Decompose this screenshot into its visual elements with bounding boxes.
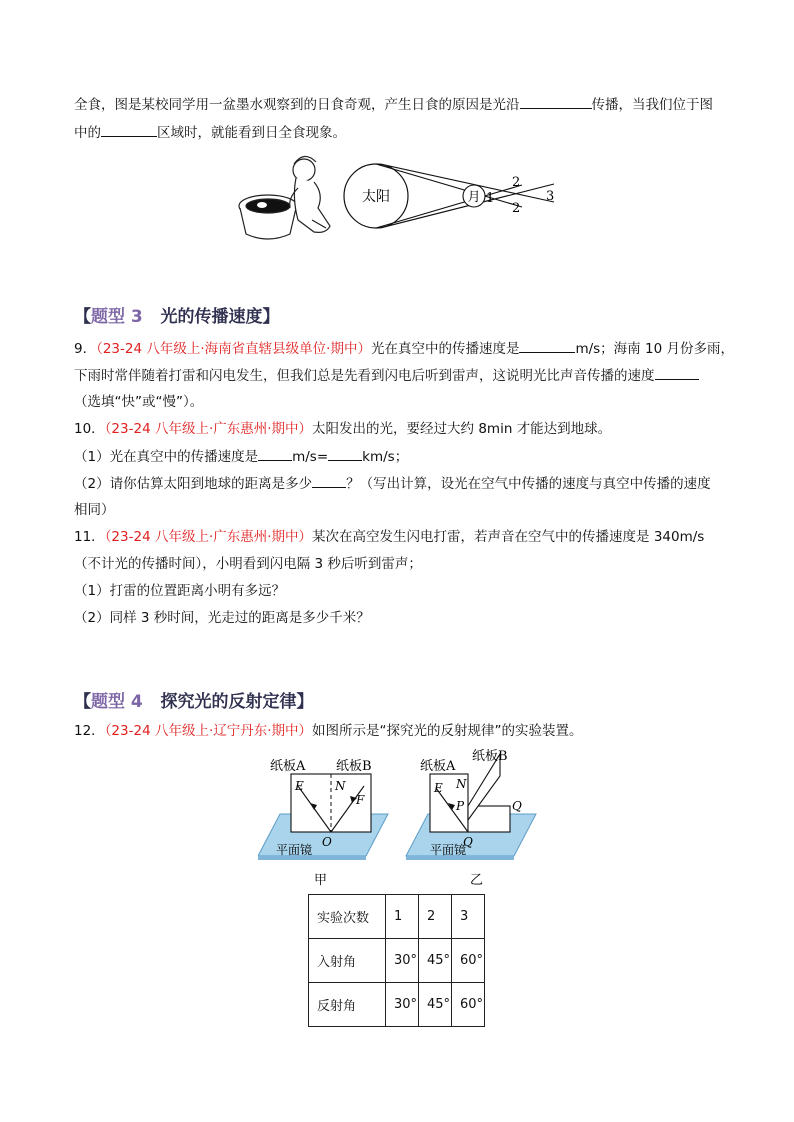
answer-blank [519, 338, 575, 353]
section-4-heading: 【题型 4 探究光的反射定律】 [74, 692, 314, 712]
table-cell: 30° [386, 983, 419, 1027]
answer-blank [328, 446, 362, 461]
table-cell: 反射角 [309, 983, 386, 1027]
question-11-part-1: （1）打雷的位置距离小明有多远？ [74, 583, 286, 599]
intro-text: 全食，图是某校同学用一盆墨水观察到的日食奇观，产生日食的原因是光沿 [74, 97, 520, 113]
answer-blank [312, 473, 346, 488]
question-10-part-2: （2）请你估算太阳到地球的距离是多少 ？（写出计算，设光在空气中传播的速度与真空中传播的速度 [74, 473, 711, 494]
reflection-figure [258, 748, 558, 888]
sun-label: 太阳 [362, 189, 390, 205]
question-11-line-2: （不计光的传播时间），小明看到闪电隔 3 秒后听到雷声； [74, 556, 422, 572]
reflection-figure-yi [406, 748, 536, 888]
mirror-label: 平面镜 [430, 843, 467, 857]
board-a-label: 纸板A [420, 759, 456, 774]
point-e-label: E [295, 779, 304, 793]
question-11-part-2: （2）同样 3 秒时间，光走过的距离是多少千米？ [74, 610, 370, 626]
point-e-label: E [434, 781, 443, 795]
question-9-line-1: 9．（23-24 八年级上·海南省直辖县级单位·期中）光在真空中的传播速度是 m/s；海南 10 月份多雨， [74, 338, 734, 359]
question-source: （23-24 八年级上·广东惠州·期中） [104, 421, 313, 437]
table-cell: 入射角 [309, 939, 386, 983]
reflection-angle-table [308, 894, 485, 1027]
table-cell: 实验次数 [309, 895, 386, 939]
section-3-title: 光的传播速度】 [160, 307, 280, 327]
question-10-part-1: （1）光在真空中的传播速度是 m/s= km/s； [74, 446, 408, 467]
intro-text: 传播，当我们位于图 [591, 97, 713, 113]
region-2-top-label: 2 [512, 175, 521, 190]
question-10-part-2-cont: 相同） [74, 502, 115, 518]
intro-text: 中的 [74, 125, 101, 141]
intro-line-1 [74, 94, 713, 115]
point-n-label: N [335, 779, 346, 793]
answer-blank [655, 365, 699, 380]
section-4-title: 探究光的反射定律】 [160, 692, 314, 712]
intro-line-2 [74, 122, 346, 143]
eclipse-figure [234, 148, 564, 248]
question-9-line-2: 下雨时常伴随着打雷和闪电发生，但我们总是先看到闪电后听到雷声，这说明光比声音传播的速度 [74, 365, 699, 386]
section-3-heading: 【题型 3 光的传播速度】 [74, 307, 280, 327]
question-source: （23-24 八年级上·海南省直辖县级单位·期中） [96, 341, 371, 357]
moon-label: 月 [467, 190, 481, 205]
question-10-line-1: 10．（23-24 八年级上·广东惠州·期中）太阳发出的光，要经过大约 8min 才能达到地球。 [74, 421, 612, 437]
question-source: （23-24 八年级上·辽宁丹东·期中） [104, 723, 313, 739]
section-4-label: 题型 4 [91, 692, 143, 712]
table-cell: 60° [452, 983, 485, 1027]
question-number: 11． [74, 529, 105, 545]
question-11-line-1: 11．（23-24 八年级上·广东惠州·期中）某次在高空发生闪电打雷，若声音在空气中的传播速度是 340m/s [74, 529, 705, 545]
table-cell: 45° [419, 983, 452, 1027]
region-2-bottom-label: 2 [512, 201, 521, 216]
table-cell: 2 [419, 895, 452, 939]
point-q-bottom-label: Q [463, 835, 473, 849]
section-3-label: 题型 3 [91, 307, 143, 327]
intro-text: 区域时，就能看到日全食现象。 [157, 125, 346, 141]
table-cell: 3 [452, 895, 485, 939]
region-1-label: 1 [486, 191, 495, 206]
board-a-label: 纸板A [270, 759, 306, 774]
point-f-label: F [356, 793, 365, 807]
question-number: 12． [74, 723, 105, 739]
figure-caption-jia: 甲 [314, 873, 328, 888]
answer-blank [258, 446, 292, 461]
answer-blank [101, 122, 157, 137]
region-3-label: 3 [546, 189, 555, 204]
point-n-label: N [456, 777, 467, 791]
point-q-right-label: Q [512, 799, 522, 813]
table-cell: 30° [386, 939, 419, 983]
question-number: 9． [74, 341, 97, 357]
table-row [309, 983, 485, 1027]
point-p-label: P [456, 799, 465, 813]
table-row [309, 895, 485, 939]
table-cell: 60° [452, 939, 485, 983]
question-9-line-3: （选填“快”或“慢”）。 [74, 394, 204, 410]
point-o-label: O [322, 835, 332, 849]
answer-blank [520, 94, 592, 109]
question-12-line-1: 12．（23-24 八年级上·辽宁丹东·期中）如图所示是“探究光的反射规律”的实验装置。 [74, 723, 583, 739]
board-b-label: 纸板B [336, 759, 372, 774]
table-row [309, 939, 485, 983]
girl-with-basin-illustration [239, 156, 330, 239]
figure-caption-yi: 乙 [470, 873, 484, 888]
mirror-label: 平面镜 [276, 843, 313, 857]
table-cell: 1 [386, 895, 419, 939]
board-b-label: 纸板B [472, 749, 508, 764]
question-number: 10． [74, 421, 105, 437]
reflection-figure-jia [258, 758, 388, 888]
table-cell: 45° [419, 939, 452, 983]
question-source: （23-24 八年级上·广东惠州·期中） [104, 529, 313, 545]
